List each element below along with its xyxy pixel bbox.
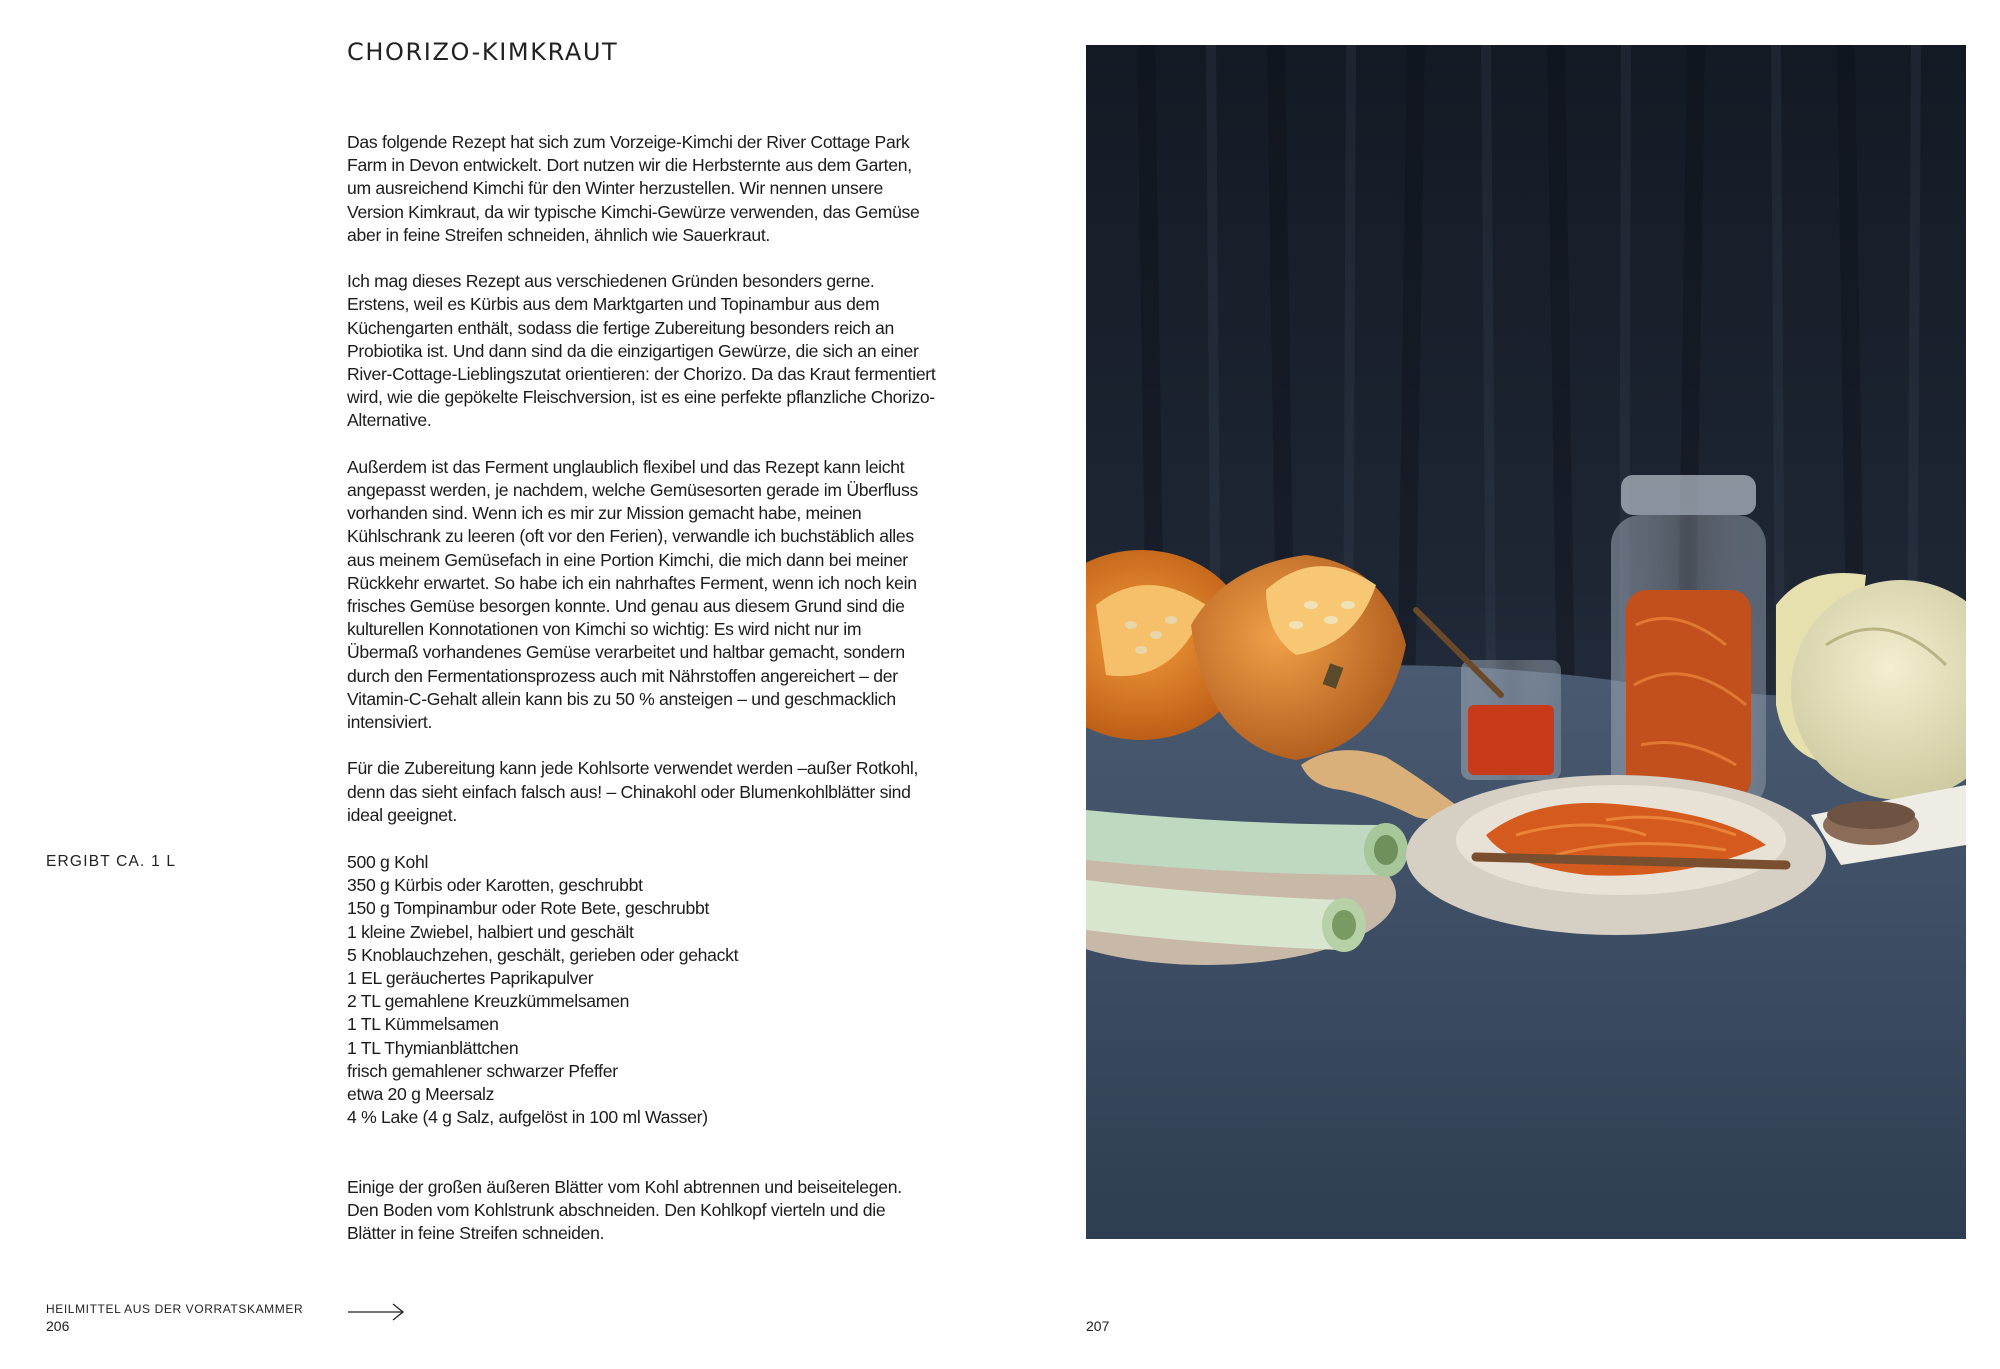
page-number-right: 207 <box>1086 1318 1110 1334</box>
ingredient-item: 350 g Kürbis oder Karotten, geschrubbt <box>347 875 643 896</box>
food-photo <box>1086 45 1966 1239</box>
ingredient-list <box>347 851 937 1129</box>
ingredient-item: frisch gemahlener schwarzer Pfeffer <box>347 1060 618 1081</box>
intro-paragraph: Ich mag dieses Rezept aus verschiedenen Gründen besonders gerne. Erstens, weil es Kürbis aus dem Marktgarten und Topinambur aus dem Küchengarten enthält, sodass die fertige Zubereitung besonders reich an Probiotika ist. Und dann sind da die einzigartigen Gewürze, die sich an einer River-Cottage-Lieblingszutat orientieren: der Chorizo. Da das Kraut fermentiert wird, wie die gepökelte Fleischversion, ist es eine perfekte pflanzliche Chorizo-Alternative. <box>347 271 936 431</box>
ingredient-item: 5 Knoblauchzehen, geschält, gerieben oder gehackt <box>347 944 739 965</box>
ingredient-item: 1 kleine Zwiebel, halbiert und geschält <box>347 921 634 942</box>
running-head: HEILMITTEL AUS DER VORRATSKAMMER <box>46 1302 304 1316</box>
ingredient-item: 1 EL geräuchertes Paprikapulver <box>347 968 594 989</box>
arrow-right-icon[interactable] <box>347 1300 405 1324</box>
page-number-left: 206 <box>46 1318 70 1334</box>
intro-paragraph: Für die Zubereitung kann jede Kohlsorte verwendet werden –außer Rotkohl, denn das sieht einfach falsch aus! – Chinakohl oder Blumenkohlblätter sind ideal geeignet. <box>347 758 919 825</box>
intro-text <box>347 131 937 850</box>
intro-paragraph: Das folgende Rezept hat sich zum Vorzeige-Kimchi der River Cottage Park Farm in Devon entwickelt. Dort nutzen wir die Herbsternte aus dem Garten, um ausreichend Kimchi für den Winter herzustellen. Wir nennen unsere Version Kimkraut, da wir typische Kimchi-Gewürze verwenden, das Gemüse aber in feine Streifen schneiden, ähnlich wie Sauerkraut. <box>347 132 920 245</box>
ingredient-item: 500 g Kohl <box>347 852 429 872</box>
ingredient-item: 1 TL Thymianblättchen <box>347 1037 519 1058</box>
intro-paragraph: Außerdem ist das Ferment unglaublich flexibel und das Rezept kann leicht angepasst werden, je nachdem, welche Gemüsesorten gerade im Überfluss vorhanden sind. Wenn ich es mir zur Mission gemacht habe, meinen Kühlschrank zu leeren (oft vor den Ferien), verwandle ich buchstäblich alles aus meinem Gemüsefach in eine Portion Kimchi, die mich dann bei meiner Rückkehr erwartet. So habe ich ein nahrhaftes Ferment, wenn ich noch kein frisches Gemüse besorgen konnte. Und genau aus diesem Grund sind die kulturellen Konnotationen von Kimchi so wichtig: Es wird nicht nur im Übermaß vorhandenes Gemüse verarbeitet und haltbar gemacht, sondern durch den Fermentationsprozess auch mit Nährstoffen angereichert – der Vitamin-C-Gehalt allein kann bis zu 50 % ansteigen – und geschmacklich intensiviert. <box>347 456 918 733</box>
ingredient-item: 4 % Lake (4 g Salz, aufgelöst in 100 ml Wasser) <box>347 1107 708 1128</box>
ingredient-item: etwa 20 g Meersalz <box>347 1084 495 1105</box>
method-text: Einige der großen äußeren Blätter vom Kohl abtrennen und beiseitelegen. Den Boden vom Kohlstrunk abschneiden. Den Kohlkopf vierteln und die Blätter in feine Streifen schneiden. <box>347 1177 902 1244</box>
yield-label: ERGIBT CA. 1 L <box>46 853 177 870</box>
ingredient-item: 1 TL Kümmelsamen <box>347 1014 499 1035</box>
recipe-title: CHORIZO-KIMKRAUT <box>347 38 619 66</box>
ingredient-item: 2 TL gemahlene Kreuzkümmelsamen <box>347 991 630 1012</box>
ingredient-item: 150 g Tompinambur oder Rote Bete, geschrubbt <box>347 898 710 919</box>
